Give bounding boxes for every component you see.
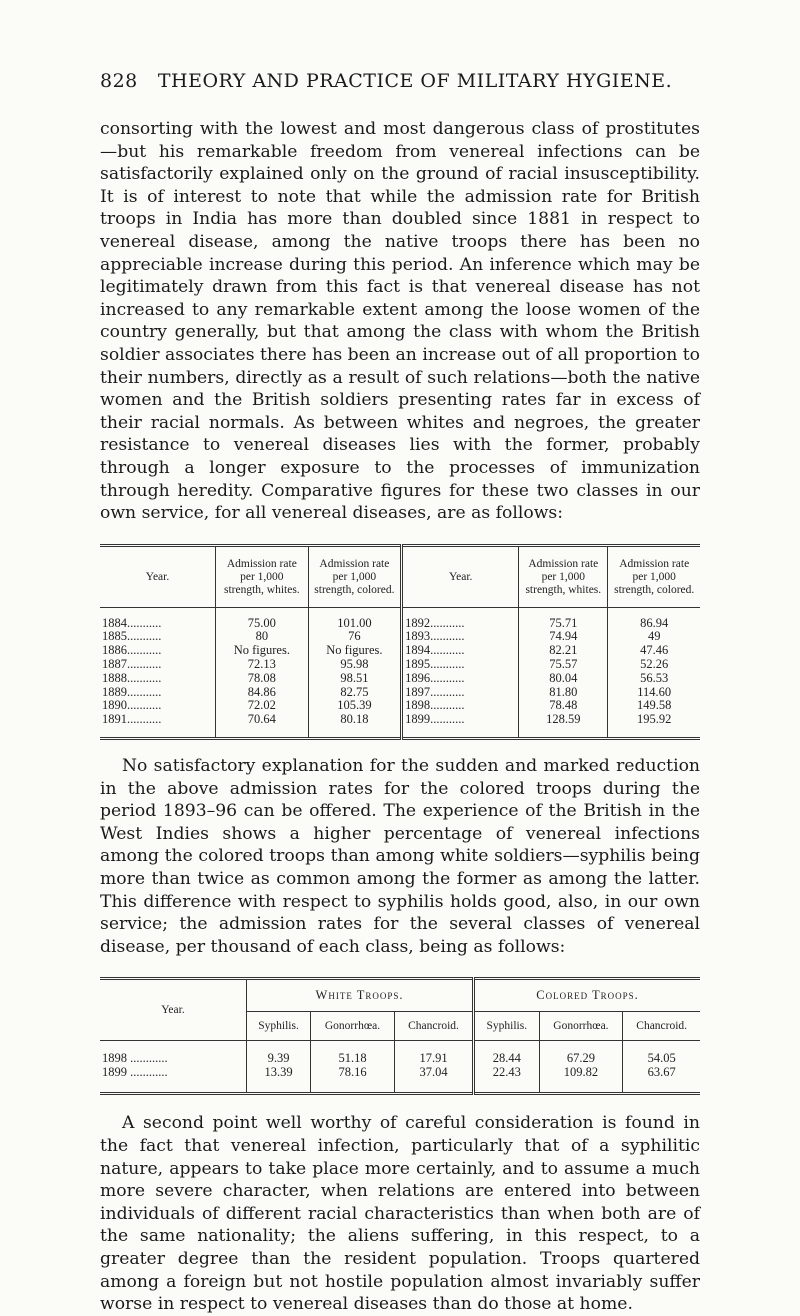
rate-cell: No figures. (308, 644, 402, 658)
year-cell: 1890........... (100, 699, 216, 713)
year-cell: 1887........... (100, 658, 216, 672)
year-cell: 1893........... (402, 630, 519, 644)
year-cell: 1899........... (402, 713, 519, 738)
rate-cell: 75.71 (519, 607, 608, 630)
rate-cell: 80.18 (308, 713, 402, 738)
table-body (100, 607, 700, 738)
paragraph-3: A second point well worthy of careful consideration is found in the fact that venereal infection, particularly that of a syphilitic nature, appears to take place more certainly, and to assume a much more severe character, when relations are entered into between individuals of different racial characteristics than when both are of the same nationality; the aliens suffering, in this respect, to a greater degree than the resident population. Troops quartered among a foreign but not hostile population almost invariably suffer worse in respect to venereal diseases than do those at home. (100, 1113, 700, 1315)
col-header-white-chancroid: Chancroid. (394, 1012, 473, 1041)
rate-cell: 49 (647, 629, 661, 644)
rate-cell: 98.51 (308, 672, 402, 686)
rate-cell: 72.13 (216, 658, 309, 672)
rate-cell: 63.67 (647, 1065, 676, 1080)
rate-cell: 195.92 (637, 712, 672, 727)
admission-rates-table (100, 544, 700, 740)
year-cell: 1898 ............ (100, 1041, 247, 1066)
rate-cell: 52.26 (640, 657, 669, 672)
venereal-classes-table (100, 977, 700, 1095)
rate-cell: 13.39 (247, 1065, 311, 1094)
rate-cell: 84.86 (216, 686, 309, 700)
rate-cell: 28.44 (474, 1041, 539, 1066)
rate-cell: 128.59 (519, 713, 608, 738)
table-row (100, 686, 700, 700)
col-header-colored-chancroid: Chancroid. (623, 1012, 700, 1041)
rate-cell: 17.91 (394, 1041, 473, 1066)
rate-cell: 80.04 (519, 672, 608, 686)
rate-cell: 54.05 (647, 1051, 676, 1066)
rate-cell: 37.04 (394, 1065, 473, 1094)
table-row (100, 644, 700, 658)
year-cell: 1898........... (402, 699, 519, 713)
rate-cell: 78.48 (519, 699, 608, 713)
year-cell: 1885........... (100, 630, 216, 644)
table-group-row (100, 979, 700, 1012)
rate-cell: 74.94 (519, 630, 608, 644)
year-cell: 1886........... (100, 644, 216, 658)
rate-cell: 70.64 (216, 713, 309, 738)
col-header-whites: Admission rate per 1,000 strength, whites. (216, 545, 309, 607)
rate-cell: 101.00 (308, 607, 402, 630)
rate-cell: 105.39 (308, 699, 402, 713)
rate-cell: No figures. (216, 644, 309, 658)
group-header-white-troops: White Troops. (247, 979, 474, 1012)
year-cell: 1896........... (402, 672, 519, 686)
rate-cell: 149.58 (637, 698, 672, 713)
rate-cell: 22.43 (474, 1065, 539, 1094)
table-header-row (100, 545, 700, 607)
table-row (100, 672, 700, 686)
rate-cell: 9.39 (247, 1041, 311, 1066)
col-header-white-gonorrhoea: Gonorrhœa. (311, 1012, 395, 1041)
rate-cell: 76 (308, 630, 402, 644)
page-number: 828 (100, 70, 138, 92)
rate-cell: 75.00 (216, 607, 309, 630)
col-header-colored-syphilis: Syphilis. (474, 1012, 539, 1041)
col-header-colored-gonorrhoea: Gonorrhœa. (539, 1012, 623, 1041)
col-header-year: Year. (100, 545, 216, 607)
table-row (100, 699, 700, 713)
rate-cell: 82.75 (308, 686, 402, 700)
rate-cell: 80 (216, 630, 309, 644)
year-cell: 1889........... (100, 686, 216, 700)
col-header-year-2: Year. (402, 545, 519, 607)
page (100, 70, 700, 1316)
rate-cell: 67.29 (539, 1041, 623, 1066)
paragraph-2: No satisfactory explanation for the sudden and marked reduction in the above admission rates for the colored troops during the period 1893–96 can be offered. The experience of the British in the West Indies shows a higher percentage of venereal infections among the colored troops than among white soldiers—syphilis being more than twice as common among the former as among the latter. This difference with respect to syphilis holds good, also, in our own service; the admission rates for the several classes of venereal disease, per thousand of each class, being as follows: (100, 756, 700, 957)
group-header-colored-troops: Colored Troops. (474, 979, 700, 1012)
table-row (100, 1065, 700, 1094)
col-header-colored-2: Admission rate per 1,000 strength, colored. (608, 545, 700, 607)
table-row (100, 1041, 700, 1066)
rate-cell: 109.82 (539, 1065, 623, 1094)
rate-cell: 81.80 (519, 686, 608, 700)
rate-cell: 78.08 (216, 672, 309, 686)
rate-cell: 56.53 (640, 670, 669, 685)
col-header-colored: Admission rate per 1,000 strength, colored. (308, 545, 402, 607)
paragraph-1: consorting with the lowest and most dangerous class of prostitutes—but his remarkable freedom from venereal infections can be satisfactorily explained only on the ground of racial insusceptibility. It is of interest to note that while the admission rate for British troops in India has more than doubled since 1881 in respect to venereal disease, among the native troops there has been no appreciable increase during this period. An inference which may be legitimately drawn from this fact is that venereal disease has not increased to any remarkable extent among the loose women of the country generally, but that among the class with whom the British soldier associates there has been an increase out of all proportion to their numbers, directly as a result of such relations—both the native women and the British soldiers presenting rates far in excess of their racial normals. As between whites and negroes, the greater resistance to venereal diseases lies with the former, probably through a longer exposure to the processes of immunization through heredity. Comparative figures for these two classes in our own service, for all venereal diseases, are as follows: (100, 119, 700, 524)
table-row (100, 630, 700, 644)
rate-cell: 47.46 (640, 643, 669, 658)
year-cell: 1899 ............ (100, 1065, 247, 1094)
rate-cell: 51.18 (311, 1041, 395, 1066)
running-title: THEORY AND PRACTICE OF MILITARY HYGIENE. (157, 70, 673, 92)
year-cell: 1895........... (402, 658, 519, 672)
year-cell: 1888........... (100, 672, 216, 686)
rate-cell: 72.02 (216, 699, 309, 713)
rate-cell: 95.98 (308, 658, 402, 672)
rate-cell: 86.94 (640, 615, 669, 630)
table-row (100, 713, 700, 738)
table-row (100, 658, 700, 672)
table-row (100, 607, 700, 630)
year-cell: 1892........... (402, 607, 519, 630)
year-cell: 1894........... (402, 644, 519, 658)
year-cell: 1884........... (100, 607, 216, 630)
col-header-year: Year. (100, 979, 247, 1041)
year-cell: 1897........... (402, 686, 519, 700)
col-header-white-syphilis: Syphilis. (247, 1012, 311, 1041)
rate-cell: 114.60 (637, 684, 672, 699)
running-header (100, 70, 700, 92)
rate-cell: 78.16 (311, 1065, 395, 1094)
rate-cell: 82.21 (519, 644, 608, 658)
rate-cell: 75.57 (519, 658, 608, 672)
year-cell: 1891........... (100, 713, 216, 738)
table-body (100, 1041, 700, 1094)
col-header-whites-2: Admission rate per 1,000 strength, whites. (519, 545, 608, 607)
